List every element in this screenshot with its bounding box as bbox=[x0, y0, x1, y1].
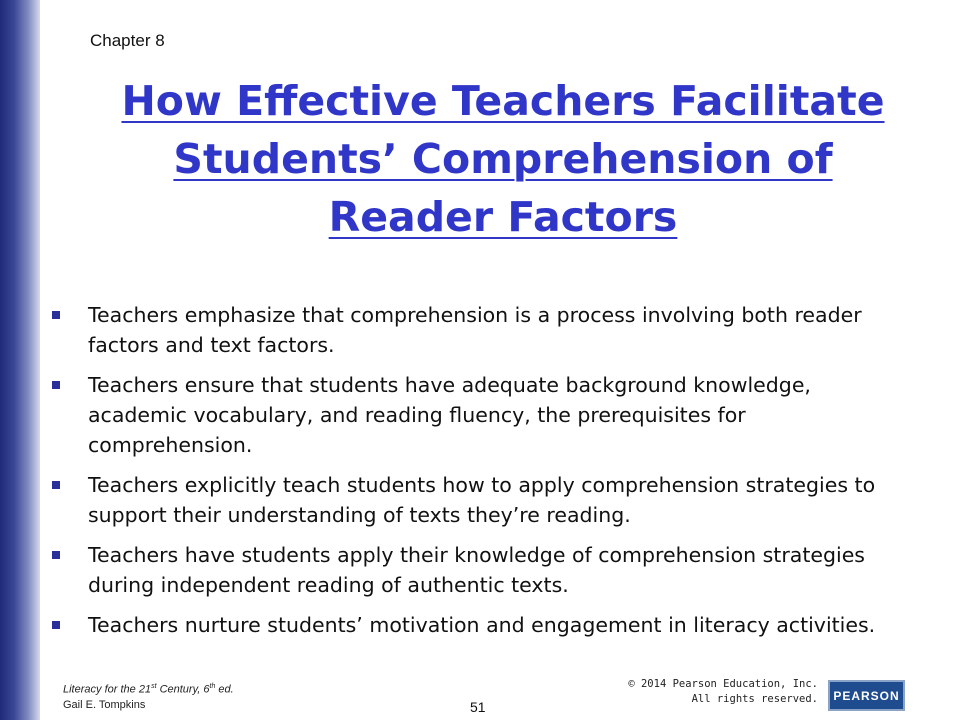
square-bullet-icon bbox=[52, 621, 60, 629]
bullet-text: Teachers nurture students’ motivation and engagement in literacy activities. bbox=[88, 613, 876, 637]
footer-citation bbox=[63, 679, 234, 713]
bullet-text: Teachers explicitly teach students how to apply comprehension strategies to support their understanding of texts they’re reading. bbox=[88, 473, 876, 527]
chapter-label: Chapter 8 bbox=[90, 31, 165, 50]
square-bullet-icon bbox=[52, 551, 60, 559]
author-name: Gail E. Tompkins bbox=[63, 698, 146, 711]
square-bullet-icon bbox=[52, 381, 60, 389]
bullet-item bbox=[50, 470, 910, 530]
page-number: 51 bbox=[470, 699, 486, 715]
decorative-sidebar bbox=[0, 0, 40, 720]
bullet-text: Teachers ensure that students have adequate background knowledge, academic vocabulary, and reading fluency, the prerequisites for comprehension. bbox=[88, 373, 811, 457]
slide-title bbox=[58, 72, 948, 246]
bullet-list bbox=[50, 300, 910, 650]
bullet-text: Teachers emphasize that comprehension is a process involving both reader factors and text factors. bbox=[88, 303, 862, 357]
bullet-item bbox=[50, 540, 910, 600]
bullet-item bbox=[50, 610, 910, 640]
title-line: Students’ Comprehension of bbox=[173, 135, 833, 183]
bullet-item bbox=[50, 300, 910, 360]
square-bullet-icon bbox=[52, 311, 60, 319]
bullet-text: Teachers have students apply their knowledge of comprehension strategies during independent reading of authentic texts. bbox=[88, 543, 865, 597]
square-bullet-icon bbox=[52, 481, 60, 489]
title-line: How Effective Teachers Facilitate bbox=[121, 77, 885, 125]
bullet-item bbox=[50, 370, 910, 460]
copyright-notice: © 2014 Pearson Education, Inc. All rights reserved. bbox=[628, 678, 818, 705]
title-line: Reader Factors bbox=[328, 193, 678, 241]
pearson-logo: PEARSON bbox=[828, 680, 905, 711]
book-title: Literacy for the 21st Century, 6th ed. bbox=[63, 683, 234, 696]
